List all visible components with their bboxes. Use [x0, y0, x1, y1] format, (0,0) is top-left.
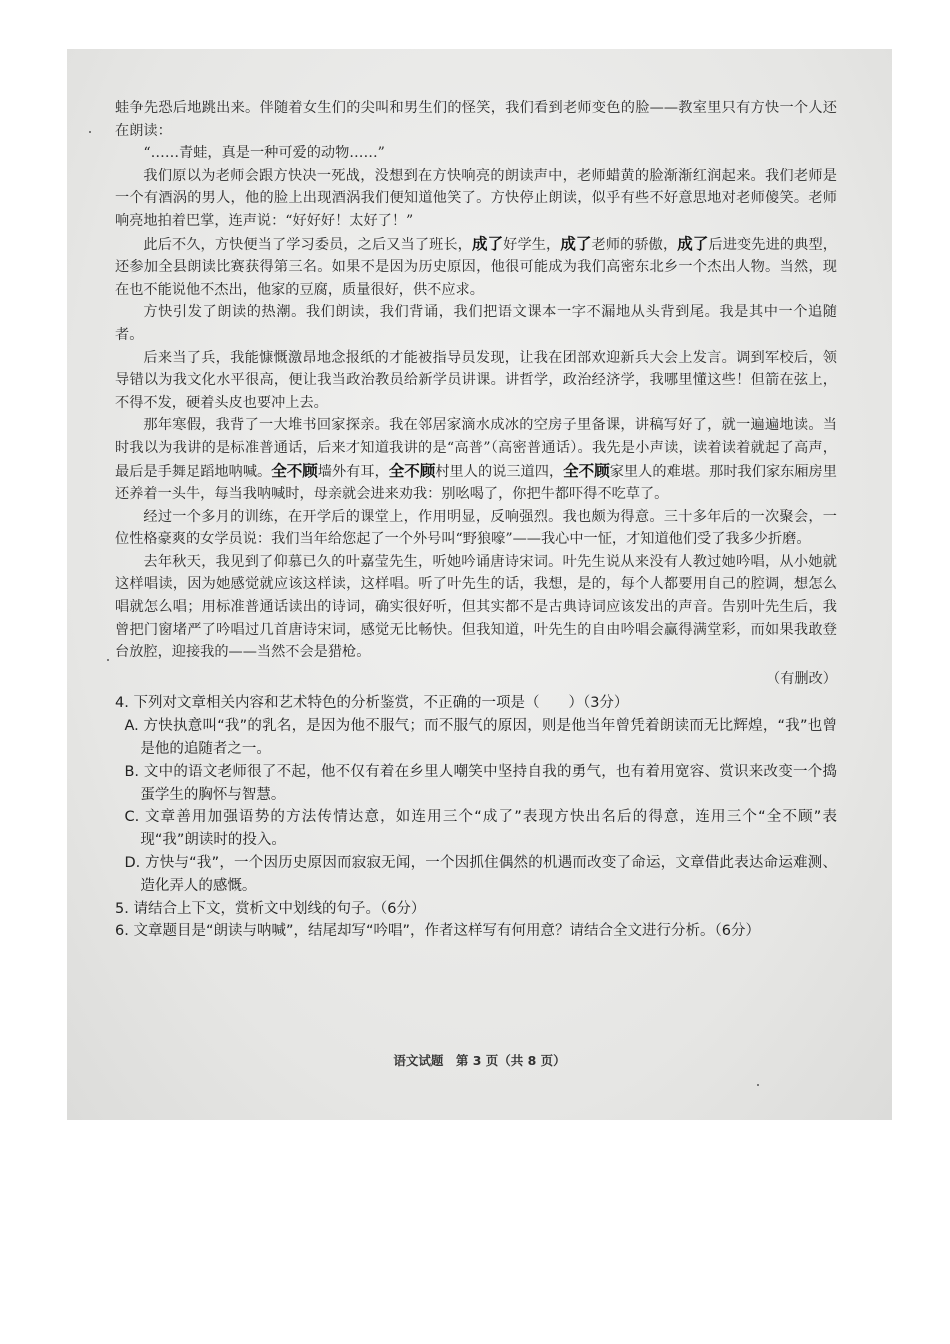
paragraph: 经过一个多月的训练，在开学后的课堂上，作用明显，反响强烈。我也颇为得意。三十多年后的一次聚会，一位性格豪爽的女学员说：我们当年给您起了一个外号叫“野狼嚎”——我心中一怔，才知道他们受了我多少折磨。 [115, 508, 837, 548]
option-d: D. 方快与“我”，一个因历史原因而寂寂无闻，一个因抓住偶然的机遇而改变了命运，文章借此表达命运难测、造化弄人的感慨。 [124, 855, 837, 894]
page-footer: 语文试题 第 3 页（共 8 页） [393, 1053, 566, 1068]
text-run: 墙外有耳， [317, 463, 389, 480]
text-run: 那年寒假，我背了一大堆书回家探亲。我在邻居家滴水成冰的空房子里备课，讲稿写好了，就一遍遍地读。当时我以为我讲的是标准普通话，后来才知道我讲的是“高普”（高密普通话）。我先是小声读，读着读着就起了高声，最后是手舞足蹈地呐喊。 [115, 417, 837, 480]
emphasized-word: 全不顾 [388, 460, 436, 480]
scan-speck [757, 1084, 759, 1086]
paragraph [115, 233, 837, 302]
text-run: 家里人的难堪。那时我们家东厢房里还养着一头牛，每当我呐喊时，母亲就会进来劝我：别吆喝了，你把牛都吓得不吃草了。 [115, 463, 837, 503]
question-5: 5. 请结合上下文，赏析文中划线的句子。（6分） [115, 900, 426, 917]
reading-passage [115, 97, 837, 943]
text-run: 好学生， [503, 236, 561, 253]
text-run: 村里人的说三道四， [435, 463, 564, 480]
option-b: B. 文中的语文老师很了不起，他不仅有着在乡里人嘲笑中坚持自我的勇气，也有着用宽容、赏识来改变一个捣蛋学生的胸怀与智慧。 [124, 763, 837, 803]
scan-speck [89, 131, 91, 133]
question-6: 6. 文章题目是“朗读与呐喊”，结尾却写“吟唱”，作者这样写有何用意？请结合全文进行分析。（6分） [115, 923, 760, 940]
text-run: 老师的骄傲， [591, 236, 678, 253]
paragraph: “……青蛙，真是一种可爱的动物……” [143, 145, 385, 162]
emphasized-word: 全不顾 [271, 460, 318, 480]
text-run: 后进变先进的典型，还参加全县朗读比赛获得第三名。如果不是因为历史原因，他很可能成为我们高密东北乡一个杰出人物。当然，现在也不能说他不杰出，他家的豆腐，质量很好，供不应求。 [115, 236, 837, 298]
emphasized-word: 全不顾 [563, 460, 610, 480]
scan-speck [107, 659, 109, 661]
paragraph: 后来当了兵，我能慷慨激昂地念报纸的才能被指导员发现，让我在团部欢迎新兵大会上发言。调到军校后，领导错以为我文化水平很高，便让我当政治教员给新学员讲课。讲哲学，政治经济学，我哪里懂这些！但箭在弦上，不得不发，硬着头皮也要冲上去。 [115, 349, 837, 411]
scanned-page-photo [67, 49, 892, 1120]
option-c: C. 文章善用加强语势的方法传情达意，如连用三个“成了”表现方快出名后的得意，连用三个“全不顾”表现“我”朗读时的投入。 [124, 809, 837, 849]
paragraph: 我们原以为老师会跟方快决一死战，没想到在方快响亮的朗读声中，老师蜡黄的脸渐渐红润起来。我们老师是一个有酒涡的男人，他的脸上出现酒涡我们便知道他笑了。方快停止朗读，似乎有些不好意思地对老师傻笑。老师响亮地拍着巴掌，连声说：“好好好！太好了！” [115, 167, 837, 229]
question-4: 4. 下列对文章相关内容和艺术特色的分析鉴赏，不正确的一项是（ ）（3分） [115, 695, 629, 712]
emphasized-word: 成了 [677, 233, 709, 253]
paragraph: 蛙争先恐后地跳出来。伴随着女生们的尖叫和男生们的怪笑，我们看到老师变色的脸——教室里只有方快一个人还在朗读： [115, 100, 837, 139]
option-a: A. 方快执意叫“我”的乳名，是因为他不服气；而不服气的原因，则是他当年曾凭着朗读而无比辉煌，“我”也曾是他的追随者之一。 [124, 718, 837, 758]
paragraph [115, 414, 837, 505]
text-run: 此后不久，方快便当了学习委员，之后又当了班长， [143, 236, 472, 253]
source-note: （有删改） [766, 670, 837, 687]
paragraph: 方快引发了朗读的热潮。我们朗读，我们背诵，我们把语文课本一字不漏地从头背到尾。我是其中一个追随者。 [115, 304, 837, 343]
paragraph: 去年秋天，我见到了仰慕已久的叶嘉莹先生，听她吟诵唐诗宋词。叶先生说从来没有人教过她吟唱，从小她就这样唱读，因为她感觉就应该这样读，这样唱。听了叶先生的话，我想，是的，每个人都要用自己的腔调，想怎么唱就怎么唱；用标准普通话读出的诗词，确实很好听，但其实都不是古典诗词应该发出的声音。告别叶先生后，我曾把门窗堵严了吟唱过几首唐诗宋词，感觉无比畅快。但我知道，叶先生的自由吟唱会赢得满堂彩，而如果我敢登台放腔，迎接我的——当然不会是猎枪。 [115, 553, 837, 661]
emphasized-word: 成了 [560, 233, 592, 253]
questions [115, 692, 837, 943]
emphasized-word: 成了 [471, 233, 504, 253]
